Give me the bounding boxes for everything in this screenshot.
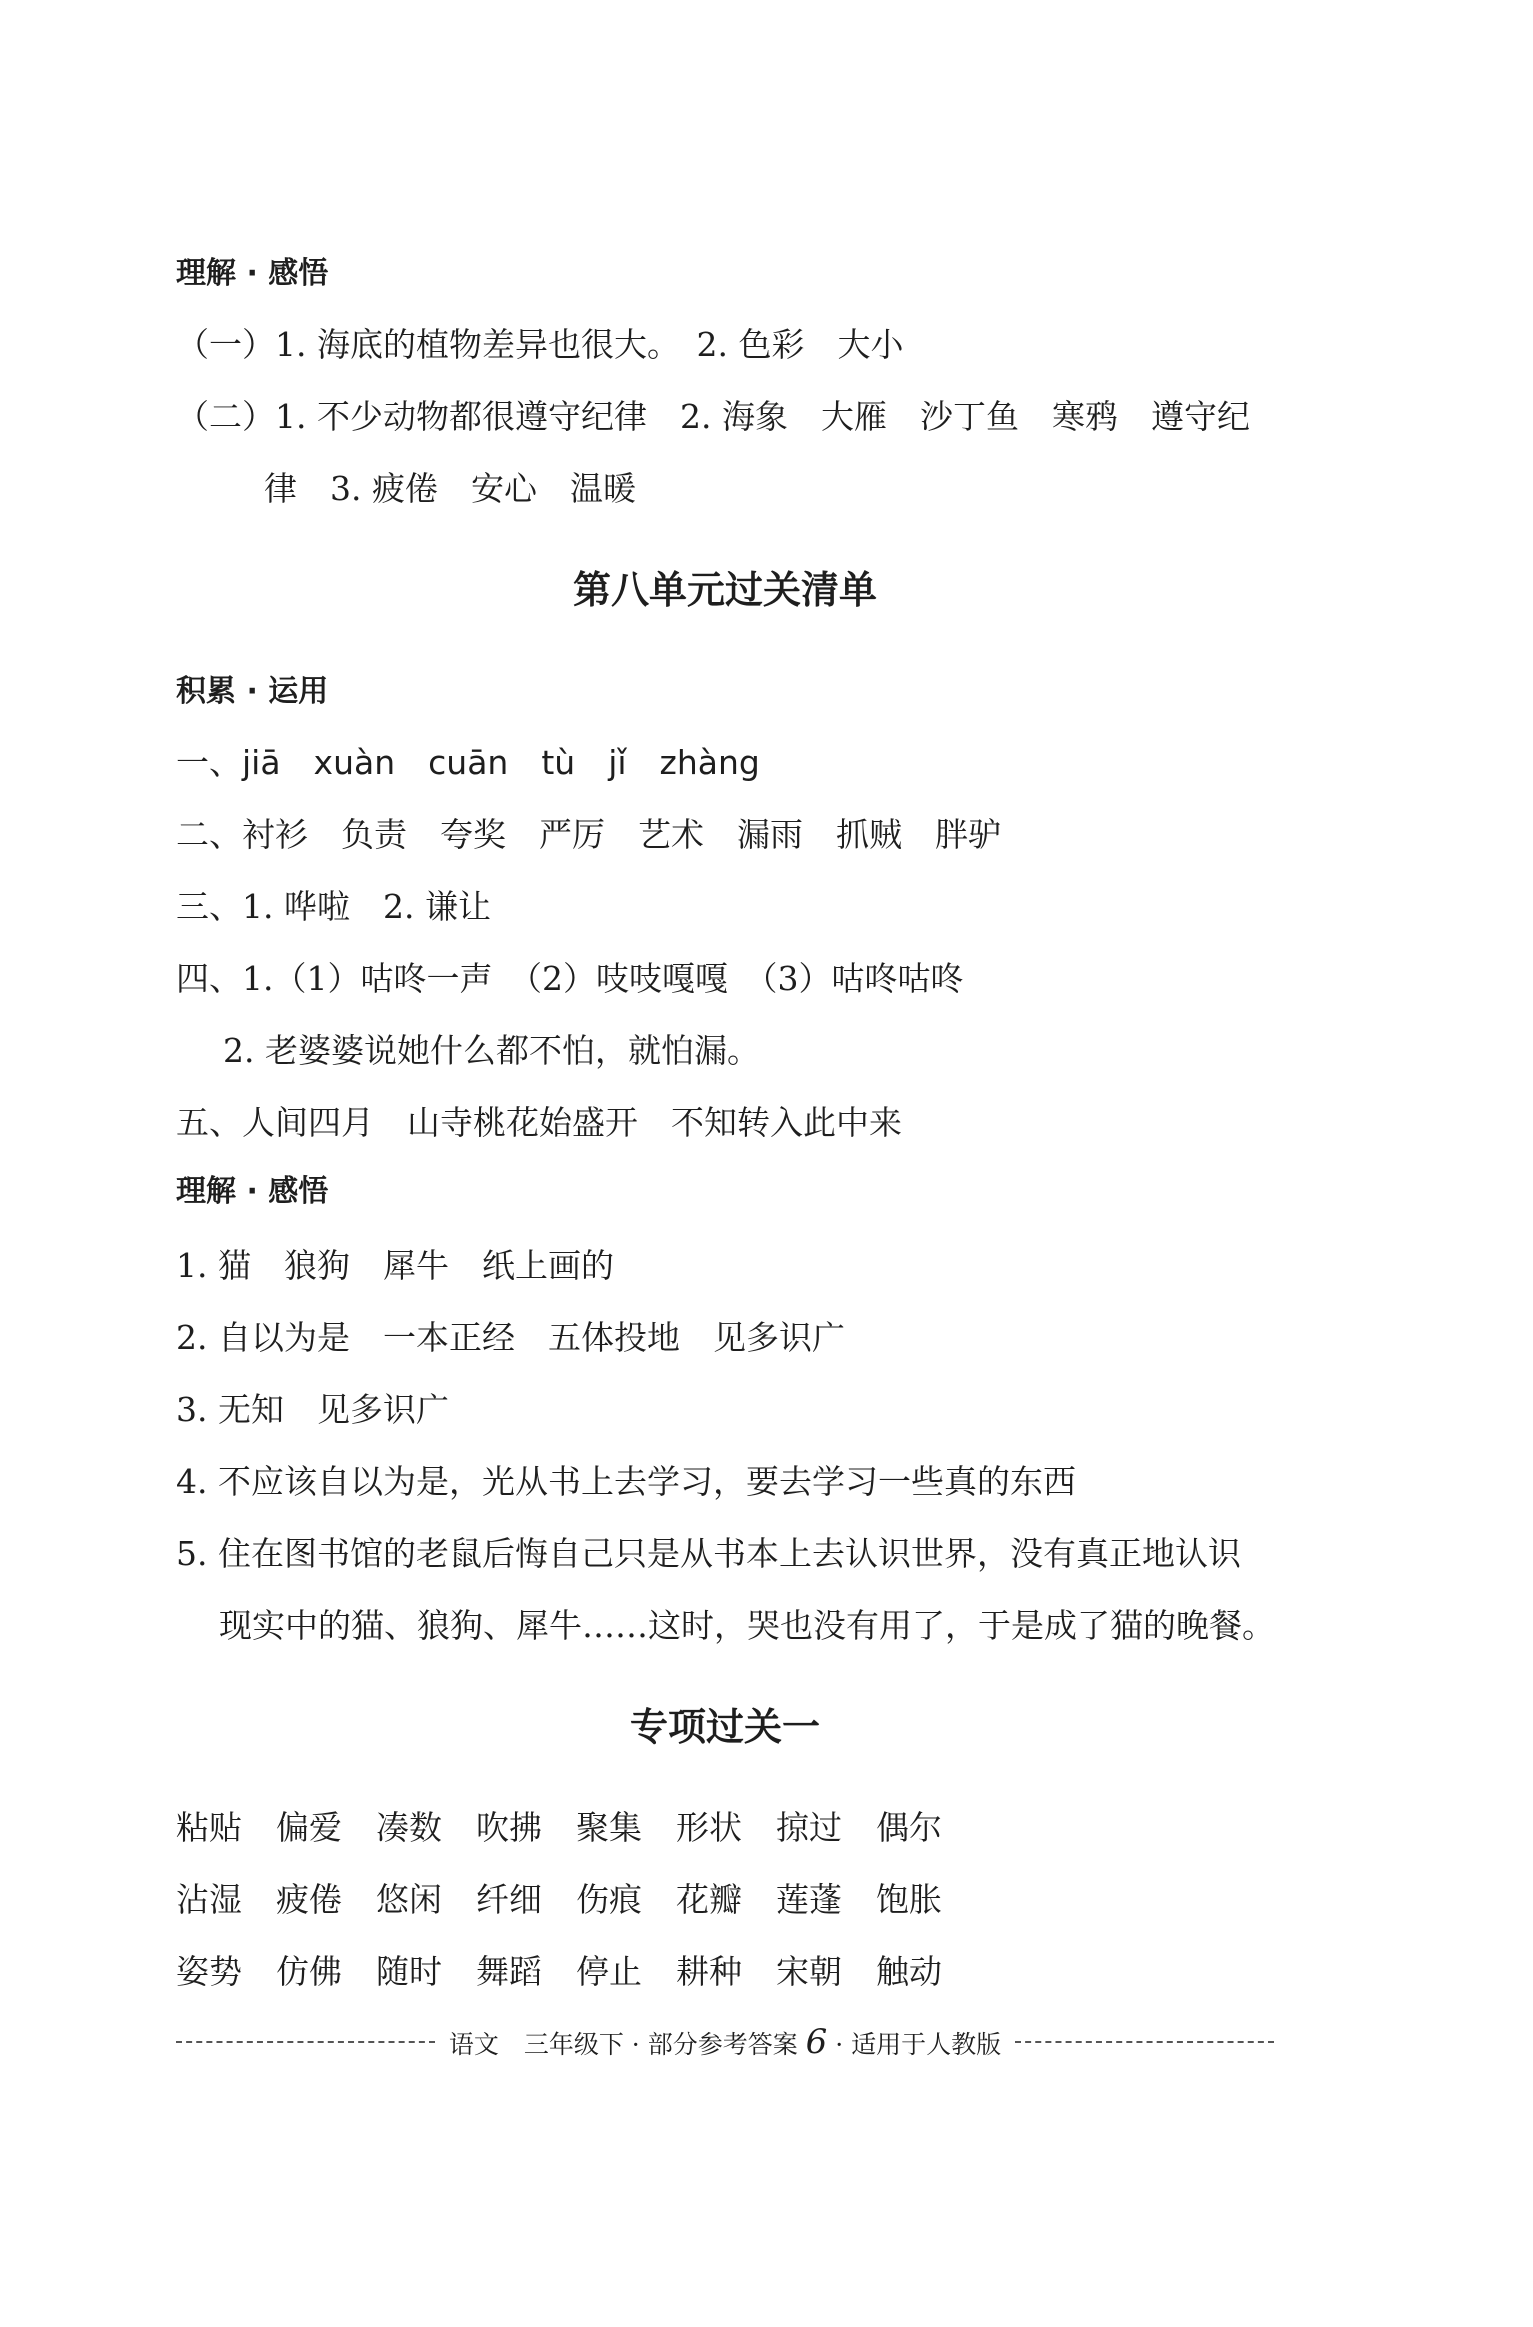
- word: 偶尔: [876, 1808, 942, 1847]
- word: 随时: [376, 1952, 442, 1991]
- answer-line: 二、衬衫 负责 夸奖 严厉 艺术 漏雨 抓贼 胖驴: [176, 815, 1001, 854]
- word: 莲蓬: [776, 1880, 842, 1919]
- word: 饱胀: [876, 1880, 942, 1919]
- answer-line: 3. 无知 见多识广: [176, 1390, 449, 1429]
- word: 凑数: [376, 1808, 442, 1847]
- answer-line-pinyin: 一、jiā xuàn cuān tù jǐ zhàng: [176, 743, 760, 782]
- answer-line: 五、人间四月 山寺桃花始盛开 不知转入此中来: [176, 1103, 902, 1142]
- answer-line: 2. 自以为是 一本正经 五体投地 见多识广: [176, 1318, 845, 1357]
- word-row: [176, 1950, 976, 1994]
- word: 姿势: [176, 1952, 242, 1991]
- word: 悠闲: [376, 1880, 442, 1919]
- word-row: [176, 1878, 976, 1922]
- answer-line: （一）1. 海底的植物差异也很大。 2. 色彩 大小: [176, 325, 904, 364]
- answer-line: 4. 不应该自以为是，光从书上去学习，要去学习一些真的东西: [176, 1462, 1076, 1501]
- word: 聚集: [576, 1808, 642, 1847]
- page-number: 6: [805, 2022, 828, 2062]
- word: 形状: [676, 1808, 742, 1847]
- page-footer: [176, 2022, 1274, 2062]
- footer-right-text: · 适用于人教版: [835, 2030, 1002, 2059]
- answer-line: 1. 猫 狼狗 犀牛 纸上画的: [176, 1246, 614, 1285]
- section-label-understanding-1: 理解 · 感悟: [176, 256, 329, 291]
- section-label-accumulate: 积累 · 运用: [176, 674, 329, 709]
- word: 伤痕: [576, 1880, 642, 1919]
- word: 宋朝: [776, 1952, 842, 1991]
- footer-divider-left: [176, 2041, 435, 2043]
- word-row: [176, 1806, 976, 1850]
- word: 舞蹈: [476, 1952, 542, 1991]
- word: 粘贴: [176, 1808, 242, 1847]
- footer-divider-right: [1015, 2041, 1274, 2043]
- word: 耕种: [676, 1952, 742, 1991]
- answer-line: 三、1. 哗啦 2. 谦让: [176, 887, 491, 926]
- word: 花瓣: [676, 1880, 742, 1919]
- word: 吹拂: [476, 1808, 542, 1847]
- answer-line: 现实中的猫、狼狗、犀牛……这时，哭也没有用了，于是成了猫的晚餐。: [219, 1606, 1275, 1645]
- answer-line: 2. 老婆婆说她什么都不怕，就怕漏。: [223, 1031, 760, 1070]
- word: 掠过: [776, 1808, 842, 1847]
- word: 触动: [876, 1952, 942, 1991]
- unit8-title: 第八单元过关清单: [572, 567, 877, 612]
- special-title: 专项过关一: [629, 1704, 820, 1749]
- word: 偏爱: [276, 1808, 342, 1847]
- word: 疲倦: [276, 1880, 342, 1919]
- word: 纤细: [476, 1880, 542, 1919]
- footer-left-text: 语文 三年级下 · 部分参考答案: [448, 2030, 798, 2059]
- answer-line: 律 3. 疲倦 安心 温暖: [264, 469, 636, 508]
- answer-line: 四、1.（1）咕咚一声 （2）吱吱嘎嘎 （3）咕咚咕咚: [176, 959, 964, 998]
- answer-line: （二）1. 不少动物都很遵守纪律 2. 海象 大雁 沙丁鱼 寒鸦 遵守纪: [176, 397, 1250, 436]
- word: 停止: [576, 1952, 642, 1991]
- word: 沾湿: [176, 1880, 242, 1919]
- footer-text: [435, 2022, 1015, 2062]
- section-label-understanding-2: 理解 · 感悟: [176, 1174, 329, 1209]
- word: 仿佛: [276, 1952, 342, 1991]
- answer-line: 5. 住在图书馆的老鼠后悔自己只是从书本上去认识世界，没有真正地认识: [176, 1534, 1241, 1573]
